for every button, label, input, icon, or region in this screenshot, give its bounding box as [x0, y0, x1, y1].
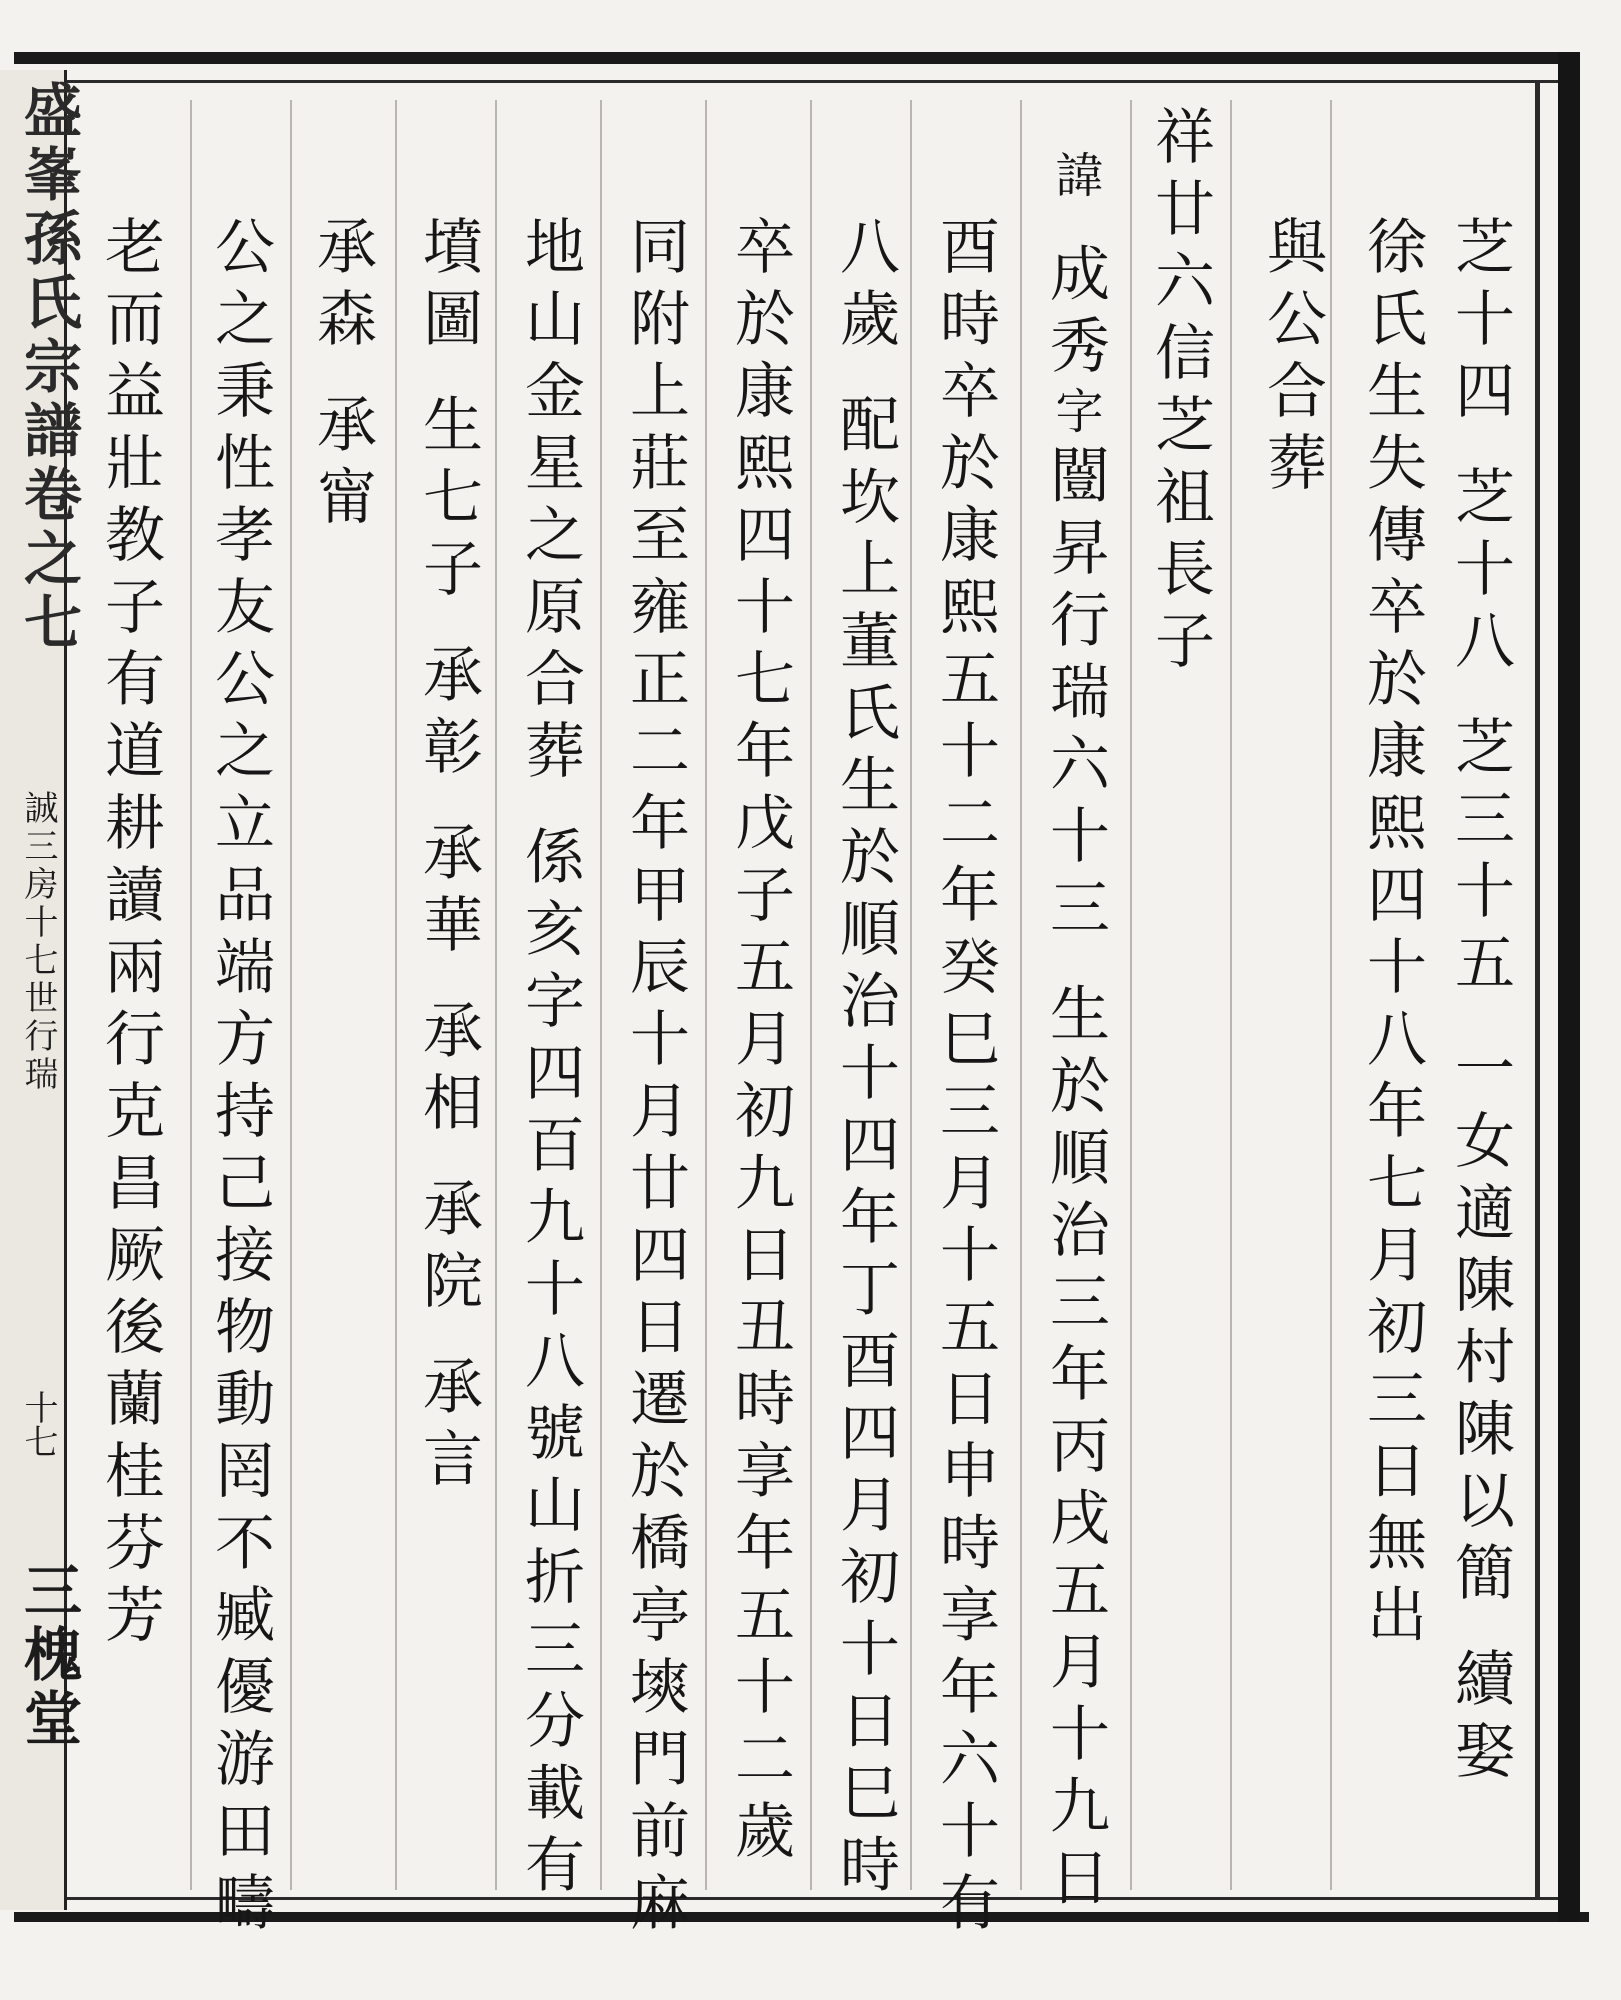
- column-rule: [495, 100, 497, 1890]
- column-rule: [190, 100, 192, 1890]
- text-column-8: 卒於康熙四十七年戊子五月初九日丑時享年五十二歲: [725, 215, 795, 1871]
- text-column-9: 同附上莊至雍正二年甲辰十月廿四日遷於橋亭塽門前麻: [620, 215, 690, 1943]
- column-rule: [1130, 100, 1132, 1890]
- column-rule: [910, 100, 912, 1890]
- right-inner-border: [1535, 80, 1540, 1900]
- column-rule: [1230, 100, 1232, 1890]
- text-column-7: 八歲配坎上董氏生於順治十四年丁酉四月初十日巳時: [830, 215, 900, 1905]
- text-column-10: 地山金星之原合葬係亥字四百九十八號山折三分載有: [515, 215, 585, 1905]
- right-border: [1558, 52, 1580, 1922]
- text-column-1: 芝十四芝十八芝三十五一女適陳村陳以簡續娶: [1445, 215, 1515, 1791]
- top-inner-border: [14, 80, 1574, 83]
- text-column-11: 墳圖生七子承彰承華承相承院承言: [413, 215, 483, 1499]
- column-rule: [290, 100, 292, 1890]
- column-rule: [395, 100, 397, 1890]
- page-number: 十七: [18, 1390, 58, 1458]
- text-column-4: 祥廿六信芝祖長子: [1145, 105, 1215, 681]
- text-column-2: 徐氏生失傳卒於康熙四十八年七月初三日無出: [1357, 215, 1427, 1655]
- branch-generation-label: 誠三房十七世行瑞: [18, 790, 58, 1094]
- column-rule: [705, 100, 707, 1890]
- column-rule: [600, 100, 602, 1890]
- top-border: [14, 52, 1574, 64]
- book-title: 盛峯孫氏宗譜卷之七: [14, 80, 82, 656]
- column-rule: [1020, 100, 1022, 1890]
- hall-name: 三槐堂: [14, 1560, 82, 1752]
- text-column-13: 公之秉性孝友公之立品端方持己接物動罔不臧優游田疇: [205, 215, 275, 1943]
- text-column-14: 老而益壯教子有道耕讀兩行克昌厥後蘭桂芬芳: [95, 215, 165, 1655]
- text-column-5: 諱成秀字闓昇行瑞六十三生於順治三年丙戌五月十九日: [1040, 150, 1110, 1918]
- column-rule: [810, 100, 812, 1890]
- text-column-12: 承森承甯: [307, 215, 377, 537]
- text-column-3: 與公合葬: [1257, 215, 1327, 503]
- text-column-6: 酉時卒於康熙五十二年癸巳三月十五日申時享年六十有: [930, 215, 1000, 1943]
- column-rule: [1330, 100, 1332, 1890]
